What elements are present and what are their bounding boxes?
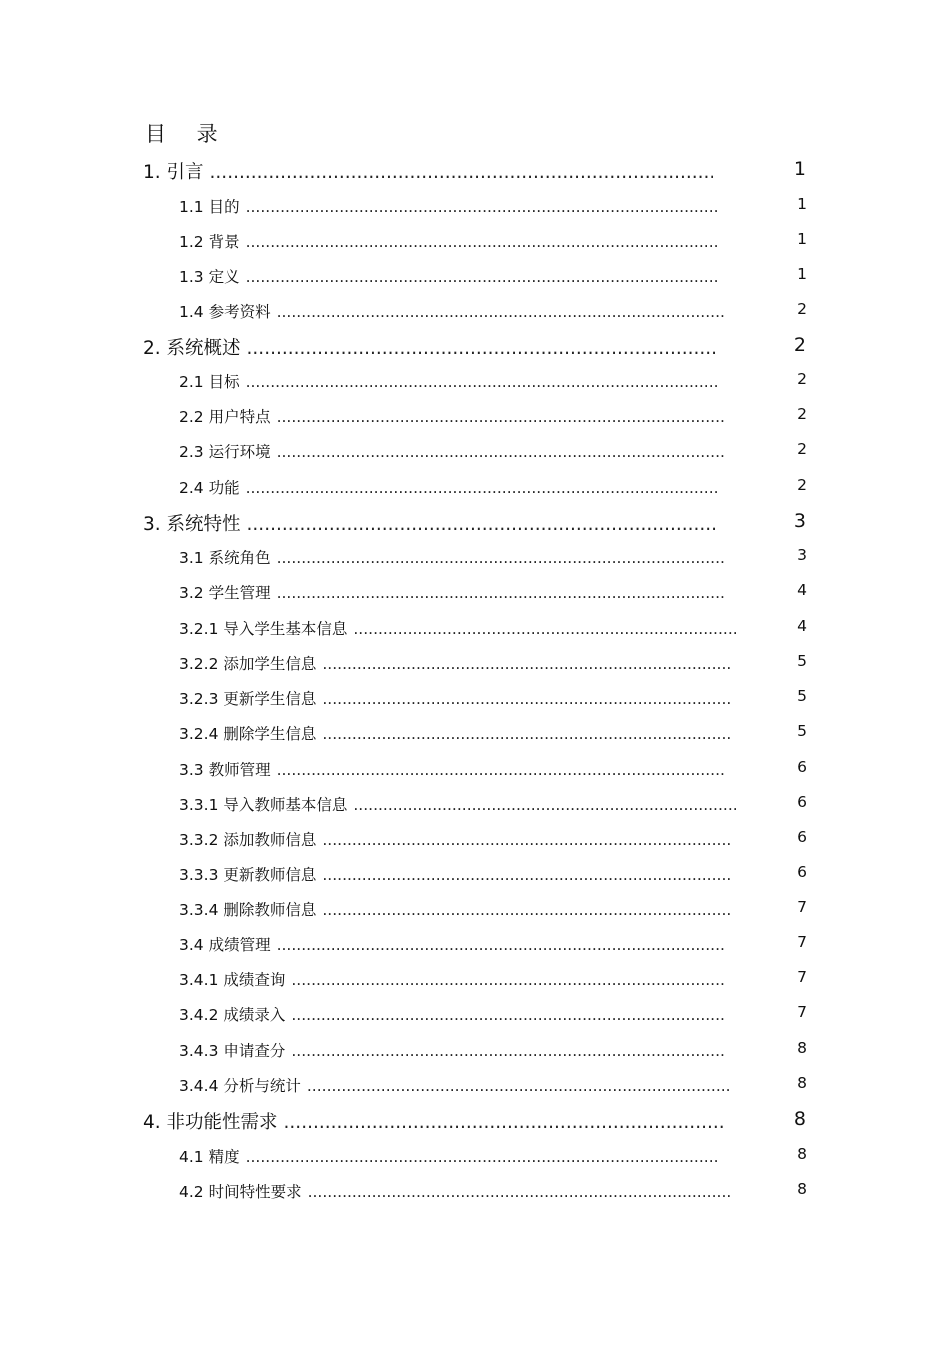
toc-entry-label: 3.4.2 成绩录入	[179, 1006, 286, 1024]
toc-entry-label: 2. 系统概述	[143, 338, 241, 359]
toc-entry-page-number: 7	[797, 968, 807, 986]
toc-entry[interactable]	[179, 405, 724, 431]
toc-entry-label: 1.4 参考资料	[179, 303, 271, 321]
toc-entry[interactable]	[179, 898, 731, 924]
toc-dot-leader	[246, 1148, 719, 1166]
toc-dot-leader	[291, 1006, 726, 1024]
toc-entry-label: 3.3 教师管理	[179, 761, 271, 779]
toc-entry-label: 1. 引言	[143, 162, 204, 183]
toc-dot-leader	[322, 901, 731, 919]
toc-entry-label: 3.4.4 分析与统计	[179, 1077, 301, 1095]
toc-dot-leader	[246, 479, 719, 497]
toc-entry-page-number: 5	[797, 652, 807, 670]
toc-entry-label: 2.4 功能	[179, 479, 240, 497]
toc-entry[interactable]	[179, 617, 737, 643]
toc-entry-page-number: 8	[797, 1074, 807, 1092]
toc-entry-page-number: 2	[797, 370, 807, 388]
toc-entry[interactable]	[179, 1145, 719, 1171]
toc-entry-page-number: 6	[797, 758, 807, 776]
toc-dot-leader	[322, 655, 731, 673]
toc-dot-leader	[308, 1183, 730, 1201]
toc-dot-leader	[277, 936, 724, 954]
toc-dot-leader	[322, 725, 731, 743]
toc-dot-leader	[322, 690, 731, 708]
toc-entry-page-number: 3	[797, 546, 807, 564]
toc-entry[interactable]	[179, 546, 724, 572]
toc-entry[interactable]	[179, 863, 731, 889]
toc-entry-label: 3.3.4 删除教师信息	[179, 901, 317, 919]
toc-entry-label: 3.3.3 更新教师信息	[179, 866, 317, 884]
toc-entry[interactable]	[179, 370, 719, 396]
toc-dot-leader	[284, 1112, 725, 1133]
toc-dot-leader	[247, 514, 718, 535]
toc-entry[interactable]	[179, 195, 719, 221]
toc-entry-page-number: 4	[797, 581, 807, 599]
toc-entry-label: 2.2 用户特点	[179, 408, 271, 426]
toc-entry[interactable]	[179, 758, 724, 784]
toc-entry[interactable]	[179, 1180, 730, 1206]
toc-title: 目 录	[145, 122, 230, 146]
toc-entry-page-number: 2	[797, 300, 807, 318]
toc-dot-leader	[322, 866, 731, 884]
toc-entry-label: 3.3.1 导入教师基本信息	[179, 796, 348, 814]
toc-dot-leader	[277, 443, 724, 461]
toc-entry-page-number: 6	[797, 828, 807, 846]
toc-entry-label: 3.1 系统角色	[179, 549, 271, 567]
toc-entry-page-number: 8	[797, 1145, 807, 1163]
toc-entry[interactable]	[179, 687, 731, 713]
toc-entry-page-number: 7	[797, 933, 807, 951]
toc-dot-leader	[291, 1042, 726, 1060]
toc-entry-label: 1.2 背景	[179, 233, 240, 251]
toc-entry[interactable]	[179, 968, 726, 994]
toc-entry-label: 3.2.1 导入学生基本信息	[179, 620, 348, 638]
toc-entry-label: 4. 非功能性需求	[143, 1112, 278, 1133]
toc-entry-label: 1.3 定义	[179, 268, 240, 286]
toc-entry[interactable]	[179, 1039, 726, 1065]
toc-entry-label: 3.2.4 删除学生信息	[179, 725, 317, 743]
toc-entry[interactable]	[143, 1108, 725, 1134]
toc-entry-label: 3.4.3 申请查分	[179, 1042, 286, 1060]
toc-dot-leader	[353, 796, 737, 814]
toc-dot-leader	[277, 584, 724, 602]
toc-dot-leader	[277, 408, 724, 426]
toc-entry-label: 4.2 时间特性要求	[179, 1183, 302, 1201]
toc-entry-label: 3.3.2 添加教师信息	[179, 831, 317, 849]
toc-dot-leader	[322, 831, 731, 849]
toc-entry-page-number: 6	[797, 863, 807, 881]
toc-entry[interactable]	[179, 1074, 729, 1100]
toc-entry[interactable]	[143, 510, 718, 536]
toc-entry-label: 3.4.1 成绩查询	[179, 971, 286, 989]
toc-dot-leader	[246, 198, 719, 216]
toc-entry-page-number: 1	[793, 158, 806, 180]
toc-entry-page-number: 8	[797, 1180, 807, 1198]
toc-dot-leader	[247, 338, 718, 359]
toc-entry[interactable]	[179, 265, 719, 291]
toc-entry[interactable]	[143, 334, 718, 360]
toc-entry-page-number: 7	[797, 1003, 807, 1021]
toc-entry-label: 2.1 目标	[179, 373, 240, 391]
toc-dot-leader	[246, 268, 719, 286]
toc-dot-leader	[210, 162, 713, 183]
toc-entry-page-number: 3	[793, 510, 806, 532]
toc-dot-leader	[277, 303, 724, 321]
toc-entry-label: 3. 系统特性	[143, 514, 241, 535]
toc-entry-page-number: 1	[797, 265, 807, 283]
toc-entry[interactable]	[179, 230, 719, 256]
toc-entry[interactable]	[179, 1003, 726, 1029]
toc-entry-label: 3.2 学生管理	[179, 584, 271, 602]
toc-entry-page-number: 8	[797, 1039, 807, 1057]
toc-entry-page-number: 1	[797, 230, 807, 248]
toc-entry-page-number: 2	[797, 405, 807, 423]
toc-dot-leader	[246, 233, 719, 251]
toc-entry-page-number: 7	[797, 898, 807, 916]
toc-entry-label: 2.3 运行环境	[179, 443, 271, 461]
toc-entry-page-number: 5	[797, 687, 807, 705]
toc-entry[interactable]	[179, 828, 731, 854]
toc-dot-leader	[353, 620, 737, 638]
toc-entry[interactable]	[143, 158, 713, 184]
toc-entry[interactable]	[179, 652, 731, 678]
toc-entry-page-number: 2	[797, 476, 807, 494]
toc-entry[interactable]	[179, 933, 724, 959]
toc-entry[interactable]	[179, 722, 731, 748]
toc-dot-leader	[277, 761, 724, 779]
toc-entry-page-number: 2	[793, 334, 806, 356]
toc-dot-leader	[277, 549, 724, 567]
toc-entry-page-number: 5	[797, 722, 807, 740]
toc-dot-leader	[291, 971, 726, 989]
toc-entry-label: 3.2.3 更新学生信息	[179, 690, 317, 708]
toc-entry[interactable]	[179, 300, 724, 326]
toc-entry[interactable]	[179, 581, 724, 607]
toc-dot-leader	[307, 1077, 729, 1095]
toc-entry-page-number: 6	[797, 793, 807, 811]
toc-dot-leader	[246, 373, 719, 391]
toc-entry-page-number: 4	[797, 617, 807, 635]
toc-entry-label: 4.1 精度	[179, 1148, 240, 1166]
toc-entry[interactable]	[179, 440, 724, 466]
toc-entry-label: 3.2.2 添加学生信息	[179, 655, 317, 673]
toc-entry[interactable]	[179, 476, 719, 502]
toc-entry-page-number: 1	[797, 195, 807, 213]
toc-entry-page-number: 2	[797, 440, 807, 458]
toc-entry-label: 3.4 成绩管理	[179, 936, 271, 954]
toc-entry-label: 1.1 目的	[179, 198, 240, 216]
toc-entry[interactable]	[179, 793, 737, 819]
toc-entry-page-number: 8	[793, 1108, 806, 1130]
